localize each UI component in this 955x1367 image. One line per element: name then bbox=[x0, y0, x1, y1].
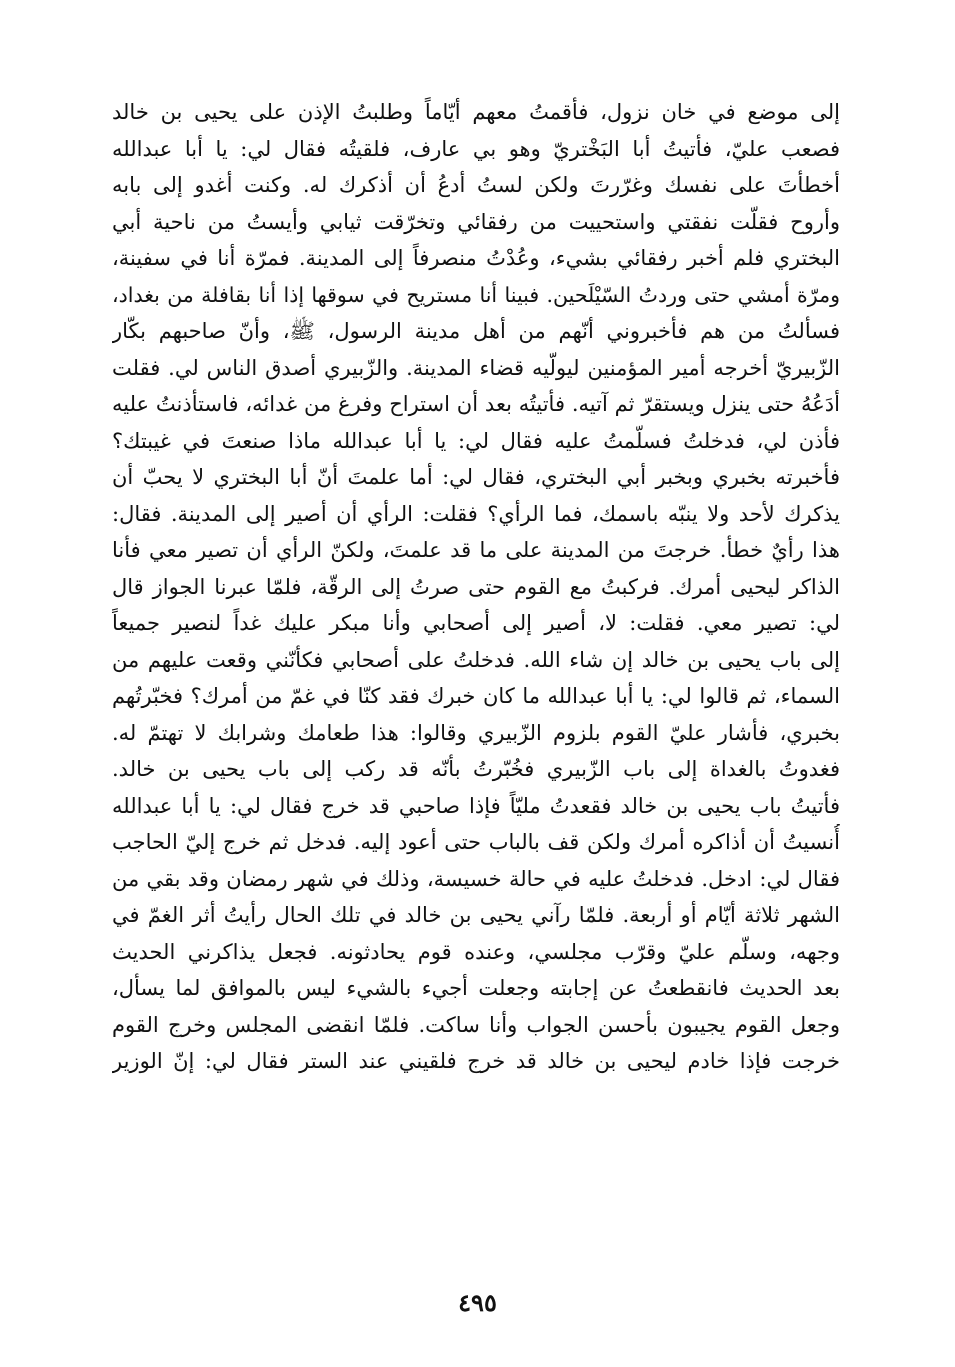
text-line: بعد الحديث فانقطعتُ عن إجابته وجعلت أجيء بالشيء ليس بالموافق لما يسأل، bbox=[112, 976, 840, 1000]
text-line: السماء، ثم قالوا لي: يا أبا عبدالله ما كان خبرك فقد كنّا في غمّ من أمرك؟ فخبّرتُهم bbox=[112, 684, 840, 708]
text-line: الذاكر ليحيى أمرك. فركبتُ مع القوم حتى صرتُ إلى الرقّة، فلمّا عبرنا الجواز قال bbox=[112, 574, 840, 599]
text-line: الزّبيريّ أخرجه أمير المؤمنين ليولّيه قضاء المدينة. والزّبيري أصدق الناس لي. فقلت bbox=[112, 355, 840, 380]
text-line: أدَعُهُ حتى ينزل ويستقرّ ثم آتيه. فأتيتُه بعد أن استراح وفرغ من غدائه، فاستأذنتُ عليه bbox=[112, 392, 840, 416]
text-line: وجعل القوم يجيبون بأحسن الجواب وأنا ساكت. فلمّا انقضى المجلس وخرج القوم bbox=[112, 1012, 840, 1037]
text-line: أخطأتَ على نفسك وغرّرتَ ولكن لستُ أدعُ أن أذكرك له. وكنت أغدو إلى بابه bbox=[112, 173, 840, 197]
text-line: لي: تصير معي. فقلت: لا، أصير إلى أصحابي وأنا مبكر عليك غداً لنصير جميعاً bbox=[112, 611, 840, 635]
text-line: فأخبرته بخبري وبخبر أبي البختري، فقال لي: أما علمتَ أنّ أبا البختري لا يحبّ أن bbox=[112, 465, 840, 489]
text-line: فصعب عليّ، فأتيتُ أبا البَخْتريّ وهو بي عارف، فلقيتُه فقال لي: يا أبا عبدالله bbox=[112, 136, 840, 161]
text-line: وأروح فقلّت نفقتي واستحييت من رفقائي وتخرّقت ثيابي وأيستُ من ناحية أبي bbox=[112, 209, 840, 234]
text-line: فأذن لي، فدخلتُ فسلّمتُ عليه فقال لي: يا أبا عبدالله ماذا صنعتَ في غيبتك؟ bbox=[112, 428, 840, 453]
body-text bbox=[112, 94, 840, 1080]
text-line: أُنسيتُ أن أذاكره أمرك ولكن قف بالباب حتى أعود إليه. فدخل ثم خرج إليّ الحاجب bbox=[112, 830, 840, 854]
text-line: الشهر ثلاثة أيّام أو أربعة. فلمّا رآني يحيى بن خالد في تلك الحال رأيتُ أثر الغمّ في bbox=[112, 903, 840, 927]
text-line: هذا رأيٌ خطأ. خرجتَ من المدينة على ما قد علمتَ، ولكنّ الرأي أن تصير معي فأنا bbox=[112, 538, 840, 562]
text-line: إلى باب يحيى بن خالد إن شاء الله. فدخلتُ على أصحابي فكأنّني وقعت عليهم من bbox=[112, 647, 840, 672]
text-line: إلى موضع في خان نزول، فأقمتُ معهم أيّاماً وطلبتُ الإذن على يحيى بن خالد bbox=[112, 100, 840, 124]
text-line: ومرّة أمشي حتى وردتُ السّيْلَحين. فبينا أنا مستريح في سوقها إذا أنا بقافلة من بغداد، bbox=[112, 282, 840, 307]
text-line: يذكرك لأحد ولا ينبّه باسمك، فما الرأي؟ فقلت: الرأي أن أصير إلى المدينة. فقال: bbox=[112, 501, 840, 526]
text-line: فغدوتُ بالغداة إلى باب الزّبيري فخُبّرتُ بأنّه قد ركب إلى باب يحيى بن خالد. bbox=[112, 757, 840, 781]
text-line: البختري فلم أخبر رفقائي بشيء، وعُدْتُ منصرفاً إلى المدينة. فمرّة أنا في سفينة، bbox=[112, 246, 840, 270]
text-line: فسألتُ من هم فأخبروني أنّهم من أهل مدينة الرسول، ﷺ، وأنّ صاحبهم بكّار bbox=[112, 319, 840, 343]
text-line: بخبري، فأشار عليّ القوم بلزوم الزّبيري وقالوا: هذا طعامك وشرابك لا تهتمّ له. bbox=[112, 720, 840, 745]
text-line: فأتيتُ باب يحيى بن خالد فقعدتُ مليّاً فإذا صاحبي قد خرج فقال لي: يا أبا عبدالله bbox=[112, 793, 840, 818]
text-line: وجهه، وسلّم عليّ وقرّب مجلسي، وعنده قوم يحادثونه. فجعل يذاكرني الحديث bbox=[112, 939, 840, 964]
page-number: ٤٩٥ bbox=[458, 1288, 497, 1317]
text-line: خرجت فإذا خادم ليحيى بن خالد قد خرج فلقيني عند الستر فقال لي: إنّ الوزير bbox=[112, 1049, 840, 1073]
text-line: فقال لي: ادخل. فدخلتُ عليه في حالة خسيسة، وذلك في شهر رمضان وقد بقي من bbox=[112, 866, 840, 891]
